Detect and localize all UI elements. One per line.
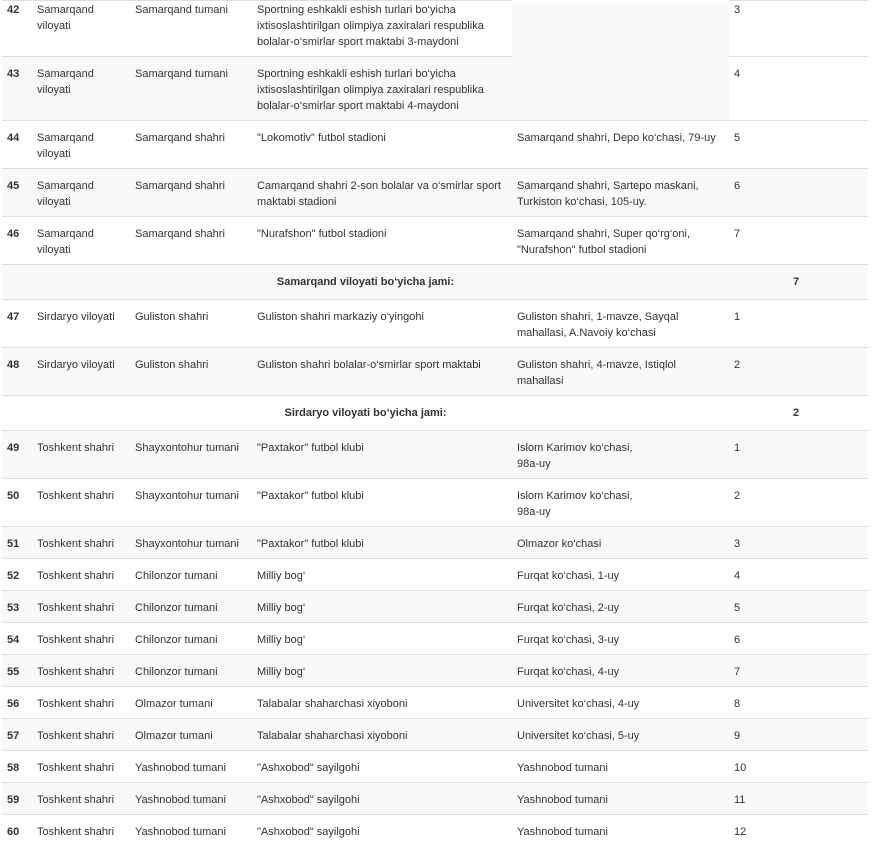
district-cell: Chilonzor tumani: [130, 623, 252, 655]
table-row: [2, 431, 868, 479]
district-cell: Olmazor tumani: [130, 687, 252, 719]
index-cell: 7: [729, 655, 868, 687]
district-cell: Yashnobod tumani: [130, 815, 252, 846]
index-cell: 10: [729, 751, 868, 783]
table-row: [2, 57, 868, 121]
index-cell: 6: [729, 169, 868, 217]
region-cell: Toshkent shahri: [32, 783, 130, 815]
row-number: 50: [2, 479, 32, 527]
facility-name-cell: "Ashxobod" sayilgohi: [252, 815, 512, 846]
address-cell: Islom Karimov ko‘chasi, 98a-uy: [512, 479, 729, 527]
facility-name-cell: Camarqand shahri 2-son bolalar va o‘smirlar sport maktabi stadioni: [252, 169, 512, 217]
facility-name-cell: Sportning eshkakli eshish turlari bo‘yicha ixtisoslashtirilgan olimpiya zaxiralari respublika bolalar-o‘smirlar sport maktabi 4-maydoni: [252, 57, 512, 121]
index-cell: 2: [729, 348, 868, 396]
table-row: [2, 623, 868, 655]
row-number: 56: [2, 687, 32, 719]
index-cell: 12: [729, 815, 868, 846]
index-cell: 6: [729, 623, 868, 655]
table-row: [2, 300, 868, 348]
region-total-count: 7: [729, 265, 868, 300]
region-cell: Toshkent shahri: [32, 591, 130, 623]
district-cell: Samarqand shahri: [130, 121, 252, 169]
index-cell: 3: [729, 1, 868, 57]
facility-name-cell: Milliy bog‘: [252, 559, 512, 591]
table-row: [2, 1, 868, 57]
region-cell: Toshkent shahri: [32, 431, 130, 479]
table-row: [2, 121, 868, 169]
address-cell: Furqat ko‘chasi, 3-uy: [512, 623, 729, 655]
region-cell: Toshkent shahri: [32, 623, 130, 655]
table-row: [2, 527, 868, 559]
row-number: 54: [2, 623, 32, 655]
region-cell: Toshkent shahri: [32, 479, 130, 527]
index-cell: 5: [729, 121, 868, 169]
table-row: [2, 687, 868, 719]
district-cell: Yashnobod tumani: [130, 783, 252, 815]
address-cell: Islom Karimov ko‘chasi, 98a-uy: [512, 431, 729, 479]
address-cell: [512, 1, 729, 121]
region-cell: Toshkent shahri: [32, 655, 130, 687]
address-cell: Furqat ko‘chasi, 2-uy: [512, 591, 729, 623]
address-cell: Furqat ko‘chasi, 4-uy: [512, 655, 729, 687]
district-cell: Shayxontohur tumani: [130, 431, 252, 479]
facility-name-cell: "Nurafshon" futbol stadioni: [252, 217, 512, 265]
row-number: 46: [2, 217, 32, 265]
index-cell: 4: [729, 57, 868, 121]
index-cell: 1: [729, 431, 868, 479]
facility-name-cell: "Paxtakor" futbol klubi: [252, 431, 512, 479]
table-row: [2, 348, 868, 396]
region-total-row: [2, 396, 868, 431]
district-cell: Chilonzor tumani: [130, 559, 252, 591]
index-cell: 3: [729, 527, 868, 559]
row-number: 58: [2, 751, 32, 783]
region-cell: Toshkent shahri: [32, 527, 130, 559]
table-row: [2, 815, 868, 846]
region-cell: Toshkent shahri: [32, 719, 130, 751]
row-number: 47: [2, 300, 32, 348]
region-cell: Sirdaryo viloyati: [32, 348, 130, 396]
address-cell: Yashnobod tumani: [512, 751, 729, 783]
address-cell: Universitet ko‘chasi, 5-uy: [512, 719, 729, 751]
index-cell: 4: [729, 559, 868, 591]
index-cell: 2: [729, 479, 868, 527]
row-number: 45: [2, 169, 32, 217]
row-number: 59: [2, 783, 32, 815]
index-cell: 9: [729, 719, 868, 751]
facility-name-cell: Milliy bog‘: [252, 591, 512, 623]
region-cell: Samarqand viloyati: [32, 1, 130, 57]
district-cell: Samarqand tumani: [130, 1, 252, 57]
district-cell: Olmazor tumani: [130, 719, 252, 751]
district-cell: Chilonzor tumani: [130, 591, 252, 623]
facility-name-cell: Sportning eshkakli eshish turlari bo‘yicha ixtisoslashtirilgan olimpiya zaxiralari respublika bolalar-o‘smirlar sport maktabi 3-maydoni: [252, 1, 512, 57]
facility-name-cell: "Ashxobod" sayilgohi: [252, 783, 512, 815]
district-cell: Shayxontohur tumani: [130, 527, 252, 559]
region-cell: Samarqand viloyati: [32, 169, 130, 217]
table-row: [2, 479, 868, 527]
district-cell: Guliston shahri: [130, 300, 252, 348]
address-cell: Universitet ko‘chasi, 4-uy: [512, 687, 729, 719]
facility-name-cell: Talabalar shaharchasi xiyoboni: [252, 719, 512, 751]
table-row: [2, 559, 868, 591]
row-number: 55: [2, 655, 32, 687]
region-cell: Toshkent shahri: [32, 815, 130, 846]
stadiums-table: [2, 0, 868, 846]
region-cell: Samarqand viloyati: [32, 57, 130, 121]
district-cell: Shayxontohur tumani: [130, 479, 252, 527]
index-cell: 7: [729, 217, 868, 265]
region-cell: Toshkent shahri: [32, 751, 130, 783]
address-cell: Olmazor ko‘chasi: [512, 527, 729, 559]
facility-name-cell: Milliy bog‘: [252, 623, 512, 655]
table-row: [2, 591, 868, 623]
index-cell: 5: [729, 591, 868, 623]
facility-name-cell: "Ashxobod" sayilgohi: [252, 751, 512, 783]
row-number: 43: [2, 57, 32, 121]
facility-name-cell: "Paxtakor" futbol klubi: [252, 479, 512, 527]
region-total-label: Samarqand viloyati bo‘yicha jami:: [2, 265, 729, 300]
address-cell: Guliston shahri, 1-mavze, Sayqal mahallasi, A.Navoiy ko‘chasi: [512, 300, 729, 348]
district-cell: Chilonzor tumani: [130, 655, 252, 687]
district-cell: Samarqand shahri: [130, 217, 252, 265]
index-cell: 8: [729, 687, 868, 719]
facility-name-cell: Guliston shahri markaziy o‘yingohi: [252, 300, 512, 348]
facility-name-cell: Talabalar shaharchasi xiyoboni: [252, 687, 512, 719]
region-cell: Sirdaryo viloyati: [32, 300, 130, 348]
facility-name-cell: Guliston shahri bolalar-o‘smirlar sport maktabi: [252, 348, 512, 396]
address-cell: Yashnobod tumani: [512, 815, 729, 846]
row-number: 60: [2, 815, 32, 846]
facility-name-cell: Milliy bog‘: [252, 655, 512, 687]
district-cell: Guliston shahri: [130, 348, 252, 396]
address-cell: Samarqand shahri, Sartepo maskani, Turkiston ko‘chasi, 105-uy.: [512, 169, 729, 217]
row-number: 44: [2, 121, 32, 169]
index-cell: 1: [729, 300, 868, 348]
facility-name-cell: "Paxtakor" futbol klubi: [252, 527, 512, 559]
region-cell: Samarqand viloyati: [32, 121, 130, 169]
district-cell: Samarqand shahri: [130, 169, 252, 217]
row-number: 57: [2, 719, 32, 751]
table-row: [2, 655, 868, 687]
row-number: 49: [2, 431, 32, 479]
row-number: 53: [2, 591, 32, 623]
address-cell: Samarqand shahri, Super qo‘rg‘oni, "Nurafshon" futbol stadioni: [512, 217, 729, 265]
address-cell: Guliston shahri, 4-mavze, Istiqlol mahallasi: [512, 348, 729, 396]
row-number: 48: [2, 348, 32, 396]
table-row: [2, 217, 868, 265]
table-row: [2, 719, 868, 751]
address-cell: Furqat ko‘chasi, 1-uy: [512, 559, 729, 591]
district-cell: Yashnobod tumani: [130, 751, 252, 783]
region-total-count: 2: [729, 396, 868, 431]
region-cell: Samarqand viloyati: [32, 217, 130, 265]
district-cell: Samarqand tumani: [130, 57, 252, 121]
region-total-row: [2, 265, 868, 300]
table-row: [2, 169, 868, 217]
address-cell: Samarqand shahri, Depo ko‘chasi, 79-uy: [512, 121, 729, 169]
index-cell: 11: [729, 783, 868, 815]
facility-name-cell: "Lokomotiv" futbol stadioni: [252, 121, 512, 169]
table-row: [2, 751, 868, 783]
table-row: [2, 783, 868, 815]
region-cell: Toshkent shahri: [32, 687, 130, 719]
row-number: 42: [2, 1, 32, 57]
row-number: 51: [2, 527, 32, 559]
address-cell: Yashnobod tumani: [512, 783, 729, 815]
region-cell: Toshkent shahri: [32, 559, 130, 591]
row-number: 52: [2, 559, 32, 591]
region-total-label: Sirdaryo viloyati bo‘yicha jami:: [2, 396, 729, 431]
